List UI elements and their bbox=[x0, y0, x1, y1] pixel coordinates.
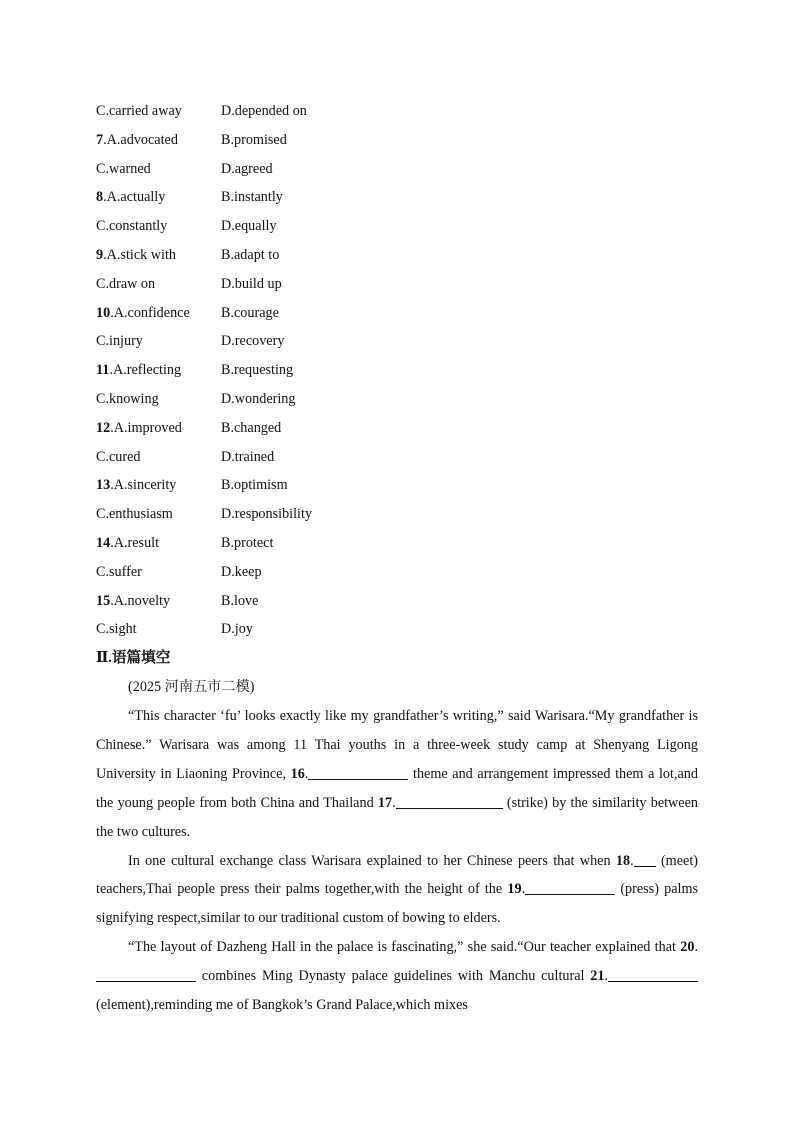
answer-blank[interactable] bbox=[396, 794, 503, 809]
passage-text: (press) palms signifying respect,similar to our traditional custom of bowing to elders. bbox=[96, 881, 698, 927]
question-number: 10 bbox=[96, 304, 111, 321]
option-b: B.requesting bbox=[221, 362, 294, 379]
option-row bbox=[96, 241, 396, 270]
question-number: 17 bbox=[377, 794, 393, 811]
option-row bbox=[96, 529, 396, 558]
option-row bbox=[96, 126, 396, 155]
passage-text: (element),reminding me of Bangkok’s Grand Palace,which mixes bbox=[96, 997, 468, 1014]
option-a bbox=[96, 97, 182, 126]
passage bbox=[96, 702, 698, 1020]
option-row bbox=[96, 327, 396, 356]
option-text: C.enthusiasm bbox=[96, 506, 173, 523]
option-a bbox=[96, 299, 190, 328]
option-b: B.optimism bbox=[221, 477, 288, 494]
option-text: C.suffer bbox=[96, 563, 142, 580]
option-row bbox=[96, 212, 396, 241]
passage-text: combines Ming Dynasty palace guidelines with Manchu cultural bbox=[196, 968, 591, 985]
option-b: B.changed bbox=[221, 419, 282, 436]
passage-text: . bbox=[304, 765, 309, 782]
option-a bbox=[96, 126, 178, 155]
source-note: (2025 河南五市二模) bbox=[128, 679, 255, 695]
option-row bbox=[96, 183, 396, 212]
option-text: C.injury bbox=[96, 333, 143, 350]
option-b: D.wondering bbox=[221, 390, 296, 407]
option-row bbox=[96, 414, 396, 443]
option-row bbox=[96, 443, 396, 472]
option-b: B.love bbox=[221, 592, 259, 609]
question-number: 9 bbox=[96, 246, 104, 263]
option-b: D.build up bbox=[221, 275, 282, 292]
option-row bbox=[96, 615, 396, 644]
option-b: D.responsibility bbox=[221, 506, 313, 523]
option-row bbox=[96, 155, 396, 184]
option-a bbox=[96, 183, 165, 212]
option-text: .A.confidence bbox=[110, 304, 190, 321]
option-a bbox=[96, 356, 181, 385]
option-b: D.depended on bbox=[221, 103, 307, 119]
option-b: B.adapt to bbox=[221, 246, 280, 263]
option-a bbox=[96, 500, 173, 529]
option-b: B.protect bbox=[221, 534, 274, 551]
option-text: C.carried away bbox=[96, 103, 182, 119]
answer-blank[interactable] bbox=[634, 851, 656, 866]
passage-text: (strike) by the similarity between the two cultures. bbox=[96, 794, 698, 840]
passage-text: “The layout of Dazheng Hall in the palace is fascinating,” she said.“Our teacher explained that bbox=[128, 939, 681, 956]
option-text: .A.advocated bbox=[103, 131, 178, 148]
option-text: C.draw on bbox=[96, 275, 156, 292]
option-row bbox=[96, 500, 396, 529]
question-number: 12 bbox=[96, 419, 111, 436]
question-number: 7 bbox=[96, 131, 104, 148]
option-text: .A.sincerity bbox=[110, 477, 177, 494]
passage-text: . bbox=[630, 852, 634, 869]
question-number: 14 bbox=[96, 534, 111, 551]
passage-paragraph bbox=[96, 702, 698, 847]
question-number: 16 bbox=[290, 765, 305, 782]
option-row bbox=[96, 385, 396, 414]
option-b: B.instantly bbox=[221, 189, 283, 206]
option-row bbox=[96, 97, 396, 126]
option-row bbox=[96, 471, 396, 500]
option-text: .A.stick with bbox=[103, 246, 176, 263]
option-text: .A.novelty bbox=[110, 592, 171, 609]
option-a bbox=[96, 327, 143, 356]
option-a bbox=[96, 587, 170, 616]
section-heading: Ⅱ.语篇填空 bbox=[96, 650, 171, 666]
option-b: B.courage bbox=[221, 304, 279, 321]
option-row bbox=[96, 587, 396, 616]
question-number: 8 bbox=[96, 189, 104, 206]
option-a bbox=[96, 615, 137, 644]
option-text: .A.actually bbox=[103, 189, 166, 206]
option-text: C.cured bbox=[96, 448, 141, 465]
option-row bbox=[96, 356, 396, 385]
option-a bbox=[96, 558, 142, 587]
option-a bbox=[96, 414, 182, 443]
option-a bbox=[96, 529, 159, 558]
passage-paragraph bbox=[96, 847, 698, 934]
passage-text: . bbox=[392, 794, 396, 811]
option-text: C.sight bbox=[96, 621, 137, 638]
question-number: 18 bbox=[615, 852, 631, 869]
passage-paragraph bbox=[96, 933, 698, 1020]
question-number: 15 bbox=[96, 592, 111, 609]
passage-text: theme and arrangement impressed them a lot,and the young people from both China and Thailand bbox=[96, 765, 698, 811]
option-b: D.keep bbox=[221, 563, 262, 580]
option-a bbox=[96, 241, 176, 270]
option-b: D.agreed bbox=[221, 160, 273, 177]
question-number: 19 bbox=[507, 881, 522, 898]
option-row bbox=[96, 558, 396, 587]
option-b: B.promised bbox=[221, 131, 287, 148]
answer-blank[interactable] bbox=[525, 880, 615, 895]
option-text: C.constantly bbox=[96, 218, 168, 235]
option-a bbox=[96, 385, 159, 414]
option-text: C.warned bbox=[96, 160, 151, 177]
question-number: 11 bbox=[96, 362, 110, 379]
option-text: .A.reflecting bbox=[109, 362, 182, 379]
option-row bbox=[96, 270, 396, 299]
option-a bbox=[96, 212, 167, 241]
answer-blank[interactable] bbox=[308, 765, 408, 780]
option-text: .A.improved bbox=[110, 419, 182, 436]
option-a bbox=[96, 443, 141, 472]
question-number: 13 bbox=[96, 477, 111, 494]
passage-text: . bbox=[521, 881, 526, 898]
option-a bbox=[96, 471, 176, 500]
passage-text: (meet) teachers,Thai people press their palms together,with the height of the bbox=[96, 852, 698, 898]
option-a bbox=[96, 155, 151, 184]
option-b: D.trained bbox=[221, 448, 275, 465]
answer-options-list bbox=[96, 97, 396, 644]
option-b: D.recovery bbox=[221, 333, 285, 350]
answer-blank[interactable] bbox=[96, 967, 196, 982]
option-text: C.knowing bbox=[96, 390, 159, 407]
option-row bbox=[96, 299, 396, 328]
option-a bbox=[96, 270, 155, 299]
option-text: .A.result bbox=[110, 534, 160, 551]
passage-text: . bbox=[604, 968, 608, 985]
option-b: D.joy bbox=[221, 621, 253, 638]
question-number: 21 bbox=[590, 968, 605, 985]
answer-blank[interactable] bbox=[608, 967, 698, 982]
passage-text: In one cultural exchange class Warisara explained to her Chinese peers that when bbox=[128, 852, 616, 869]
question-number: 20 bbox=[680, 939, 695, 956]
option-b: D.equally bbox=[221, 218, 277, 235]
passage-text: . bbox=[694, 939, 698, 956]
passage-text: “This character ‘fu’ looks exactly like my grandfather’s writing,” said Warisara.“My grandfather is Chinese.” Warisara was among 11 Thai youths in a three-week study camp at Shenyang Ligong University in Liaoning Province, bbox=[96, 708, 698, 782]
